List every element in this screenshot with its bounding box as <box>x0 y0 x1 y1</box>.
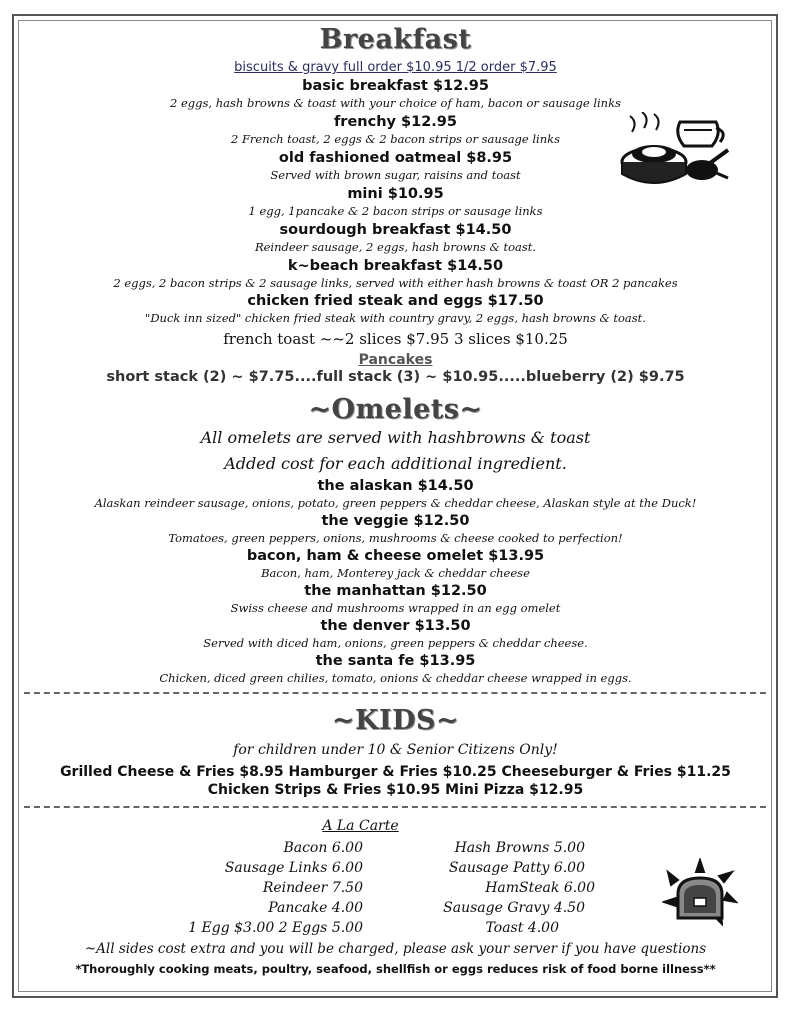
a-la-carte-title: A La Carte <box>322 818 399 834</box>
menu-item-name: the manhattan $12.50 <box>304 583 487 599</box>
menu-item-name: the alaskan $14.50 <box>317 478 474 494</box>
menu-item-desc: 2 eggs, 2 bacon strips & 2 sausage links, served with either hash browns & toast OR 2 pancakes <box>113 276 678 290</box>
menu-item-desc: 2 eggs, hash browns & toast with your choice of ham, bacon or sausage links <box>170 96 621 110</box>
menu-item-desc: Tomatoes, green peppers, onions, mushrooms & cheese cooked to perfection! <box>168 531 623 545</box>
section-divider <box>24 806 766 808</box>
breakfast-pot-illustration <box>614 112 734 196</box>
side-item: 1 Egg $3.00 2 Eggs 5.00 <box>188 920 363 936</box>
menu-item-desc: "Duck inn sized" chicken fried steak with country gravy, 2 eggs, hash browns & toast. <box>145 311 646 325</box>
food-safety-warning: *Thoroughly cooking meats, poultry, seafood, shellfish or eggs reduces risk of food borne illness** <box>75 962 716 976</box>
menu-item-name: mini $10.95 <box>347 186 444 202</box>
menu-item-name: the denver $13.50 <box>320 618 471 634</box>
menu-item-name: the veggie $12.50 <box>321 513 470 529</box>
menu-item-desc: Bacon, ham, Monterey jack & cheddar cheese <box>261 566 530 580</box>
omelets-note-additional: Added cost for each additional ingredient. <box>224 454 567 473</box>
menu-item-desc: Served with diced ham, onions, green peppers & cheddar cheese. <box>203 636 588 650</box>
menu-item-name: bacon, ham & cheese omelet $13.95 <box>246 548 545 564</box>
kids-title: ~KIDS~ <box>331 705 460 736</box>
menu-item-name: sourdough breakfast $14.50 <box>279 222 512 238</box>
pancakes-heading: Pancakes <box>358 352 433 368</box>
sides-note: ~All sides cost extra and you will be charged, please ask your server if you have questions <box>84 941 707 957</box>
menu-item-desc: Reindeer sausage, 2 eggs, hash browns & toast. <box>254 240 537 254</box>
menu-item-desc: Alaskan reindeer sausage, onions, potato, green peppers & cheddar cheese, Alaskan style at the Duck! <box>94 496 697 510</box>
pancakes-line: short stack (2) ~ $7.75....full stack (3) ~ $10.95.....blueberry (2) $9.75 <box>106 369 685 385</box>
menu-item-desc: 2 French toast, 2 eggs & 2 bacon strips or sausage links <box>230 132 561 146</box>
menu-item-name: frenchy $12.95 <box>334 114 457 130</box>
menu-item-name: chicken fried steak and eggs $17.50 <box>247 293 544 309</box>
menu-item-name: k~beach breakfast $14.50 <box>287 258 504 274</box>
side-item: Hash Browns 5.00 <box>454 840 585 856</box>
side-item: Sausage Links 6.00 <box>224 860 363 876</box>
side-item: HamSteak 6.00 <box>485 880 595 896</box>
breakfast-title: Breakfast <box>319 24 472 55</box>
omelets-title: ~Omelets~ <box>308 394 483 425</box>
side-item: Bacon 6.00 <box>283 840 363 856</box>
toast-illustration <box>662 858 738 930</box>
side-item: Toast 4.00 <box>485 920 559 936</box>
menu-item-name: basic breakfast $12.95 <box>302 78 489 94</box>
menu-item-name: the santa fe $13.95 <box>315 653 476 669</box>
menu-item-name: old fashioned oatmeal $8.95 <box>278 150 513 166</box>
side-item: Sausage Gravy 4.50 <box>443 900 585 916</box>
kids-note: for children under 10 & Senior Citizens Only! <box>233 742 558 758</box>
menu-item-desc: Served with brown sugar, raisins and toast <box>270 168 521 182</box>
menu-item-desc: Swiss cheese and mushrooms wrapped in an egg omelet <box>230 601 561 615</box>
french-toast-line: french toast ~~2 slices $7.95 3 slices $10.25 <box>223 330 568 348</box>
side-item: Pancake 4.00 <box>268 900 363 916</box>
side-item: Sausage Patty 6.00 <box>448 860 585 876</box>
side-item: Reindeer 7.50 <box>262 880 363 896</box>
kids-row: Chicken Strips & Fries $10.95 Mini Pizza $12.95 <box>207 782 584 798</box>
omelets-note: All omelets are served with hashbrowns & toast <box>200 428 591 447</box>
section-divider <box>24 692 766 694</box>
kids-row: Grilled Cheese & Fries $8.95 Hamburger & Fries $10.25 Cheeseburger & Fries $11.25 <box>60 764 731 780</box>
menu-item-desc: 1 egg, 1pancake & 2 bacon strips or sausage links <box>248 204 543 218</box>
biscuits-and-gravy-line: biscuits & gravy full order $10.95 1/2 order $7.95 <box>234 60 557 75</box>
menu-item-desc: Chicken, diced green chilies, tomato, onions & cheddar cheese wrapped in eggs. <box>159 671 632 685</box>
